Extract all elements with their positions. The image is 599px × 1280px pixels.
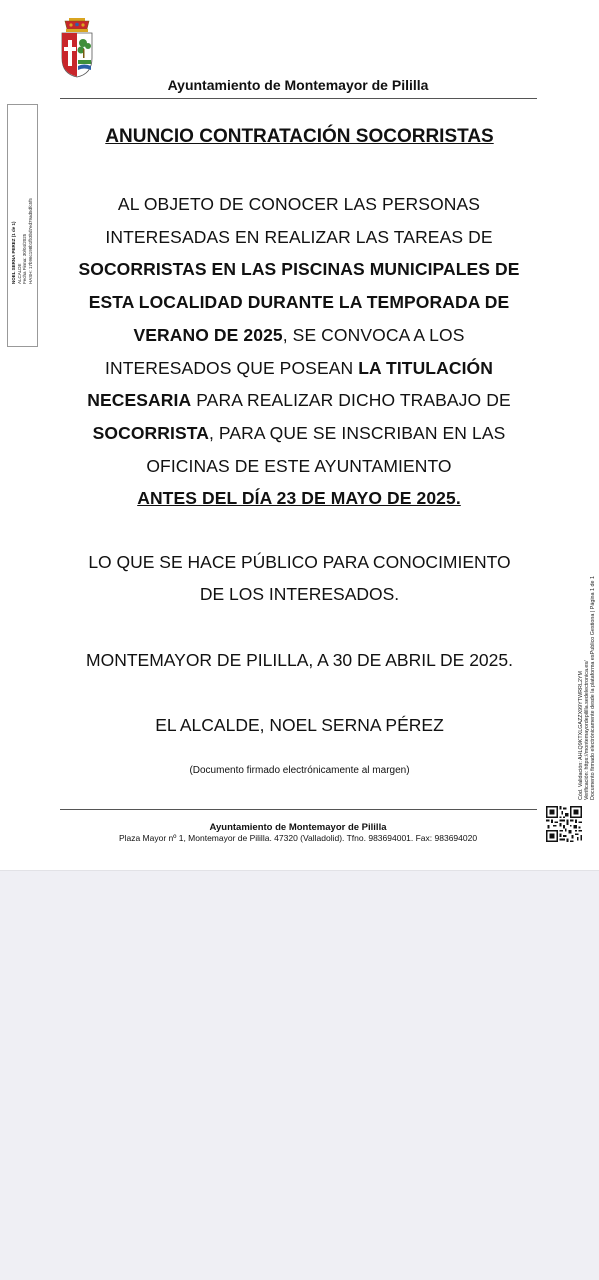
stamp-hash: HASH: 17b96c198b1fb3bd7ed79ad5dfc5f5 bbox=[27, 198, 33, 284]
verification-platform: Documento firmado electrónicamente desde la plataforma esPublico Gestiona | Página 1 de 1 bbox=[590, 575, 596, 800]
mayor-signature: EL ALCALDE, NOEL SERNA PÉREZ bbox=[155, 715, 444, 735]
verification-url: Verificación: https://montemayordepililla.sedelectronica.es/ bbox=[584, 660, 590, 800]
public-line: DE LOS INTERESADOS. bbox=[199, 584, 400, 604]
coat-of-arms-icon bbox=[59, 16, 95, 78]
notice-title: ANUNCIO CONTRATACIÓN SOCORRISTAS bbox=[105, 126, 494, 147]
body-line: AL OBJETO DE CONOCER LAS PERSONAS bbox=[117, 194, 481, 214]
footer-organization: Ayuntamiento de Montemayor de Pililla bbox=[209, 822, 387, 833]
body-line: SOCORRISTAS EN LAS PISCINAS MUNICIPALES DE bbox=[78, 259, 520, 280]
body-line: INTERESADAS EN REALIZAR LAS TAREAS DE bbox=[105, 226, 493, 247]
body-line: INTERESADOS QUE POSEAN LA TITULACIÓN bbox=[105, 357, 493, 378]
stamp-date: Fecha Firma: 30/04/2025 bbox=[22, 233, 27, 284]
stamp-role: ALCALDE bbox=[16, 263, 22, 284]
body-line: OFICINAS DE ESTE AYUNTAMIENTO bbox=[146, 455, 452, 476]
body-line: ESTA LOCALIDAD DURANTE LA TEMPORADA DE bbox=[88, 292, 510, 313]
body-line: VERANO DE 2025, SE CONVOCA A LOS bbox=[133, 324, 465, 345]
header-divider bbox=[60, 98, 537, 99]
public-notice bbox=[0, 546, 599, 610]
qr-code-icon bbox=[546, 806, 582, 842]
verification-text bbox=[578, 576, 596, 800]
footer-divider bbox=[60, 809, 537, 810]
public-line: LO QUE SE HACE PÚBLICO PARA CONOCIMIENTO bbox=[88, 552, 511, 572]
place-and-date: MONTEMAYOR DE PILILLA, A 30 DE ABRIL DE 2025. bbox=[86, 650, 513, 670]
body-line: NECESARIA PARA REALIZAR DICHO TRABAJO DE bbox=[87, 390, 511, 411]
header-organization: Ayuntamiento de Montemayor de Pililla bbox=[167, 77, 429, 93]
footer-address: Plaza Mayor nº 1, Montemayor de Pililla. 47320 (Valladolid). Tfno. 983694001. Fax: 983694020 bbox=[118, 833, 478, 843]
verification-code: Cód. Validación: AHLQ9KTXLGAZZX99YTWRRL2YM bbox=[578, 670, 584, 800]
body-line: SOCORRISTA, PARA QUE SE INSCRIBAN EN LAS bbox=[92, 422, 506, 443]
signature-stamp-text bbox=[11, 198, 33, 284]
stamp-signer: NOEL SERNA PEREZ (1 de 1) bbox=[11, 221, 16, 284]
deadline-line: ANTES DEL DÍA 23 DE MAYO DE 2025. bbox=[137, 488, 461, 509]
electronic-signature-note: (Documento firmado electrónicamente al margen) bbox=[189, 765, 410, 776]
notice-body bbox=[56, 188, 542, 515]
